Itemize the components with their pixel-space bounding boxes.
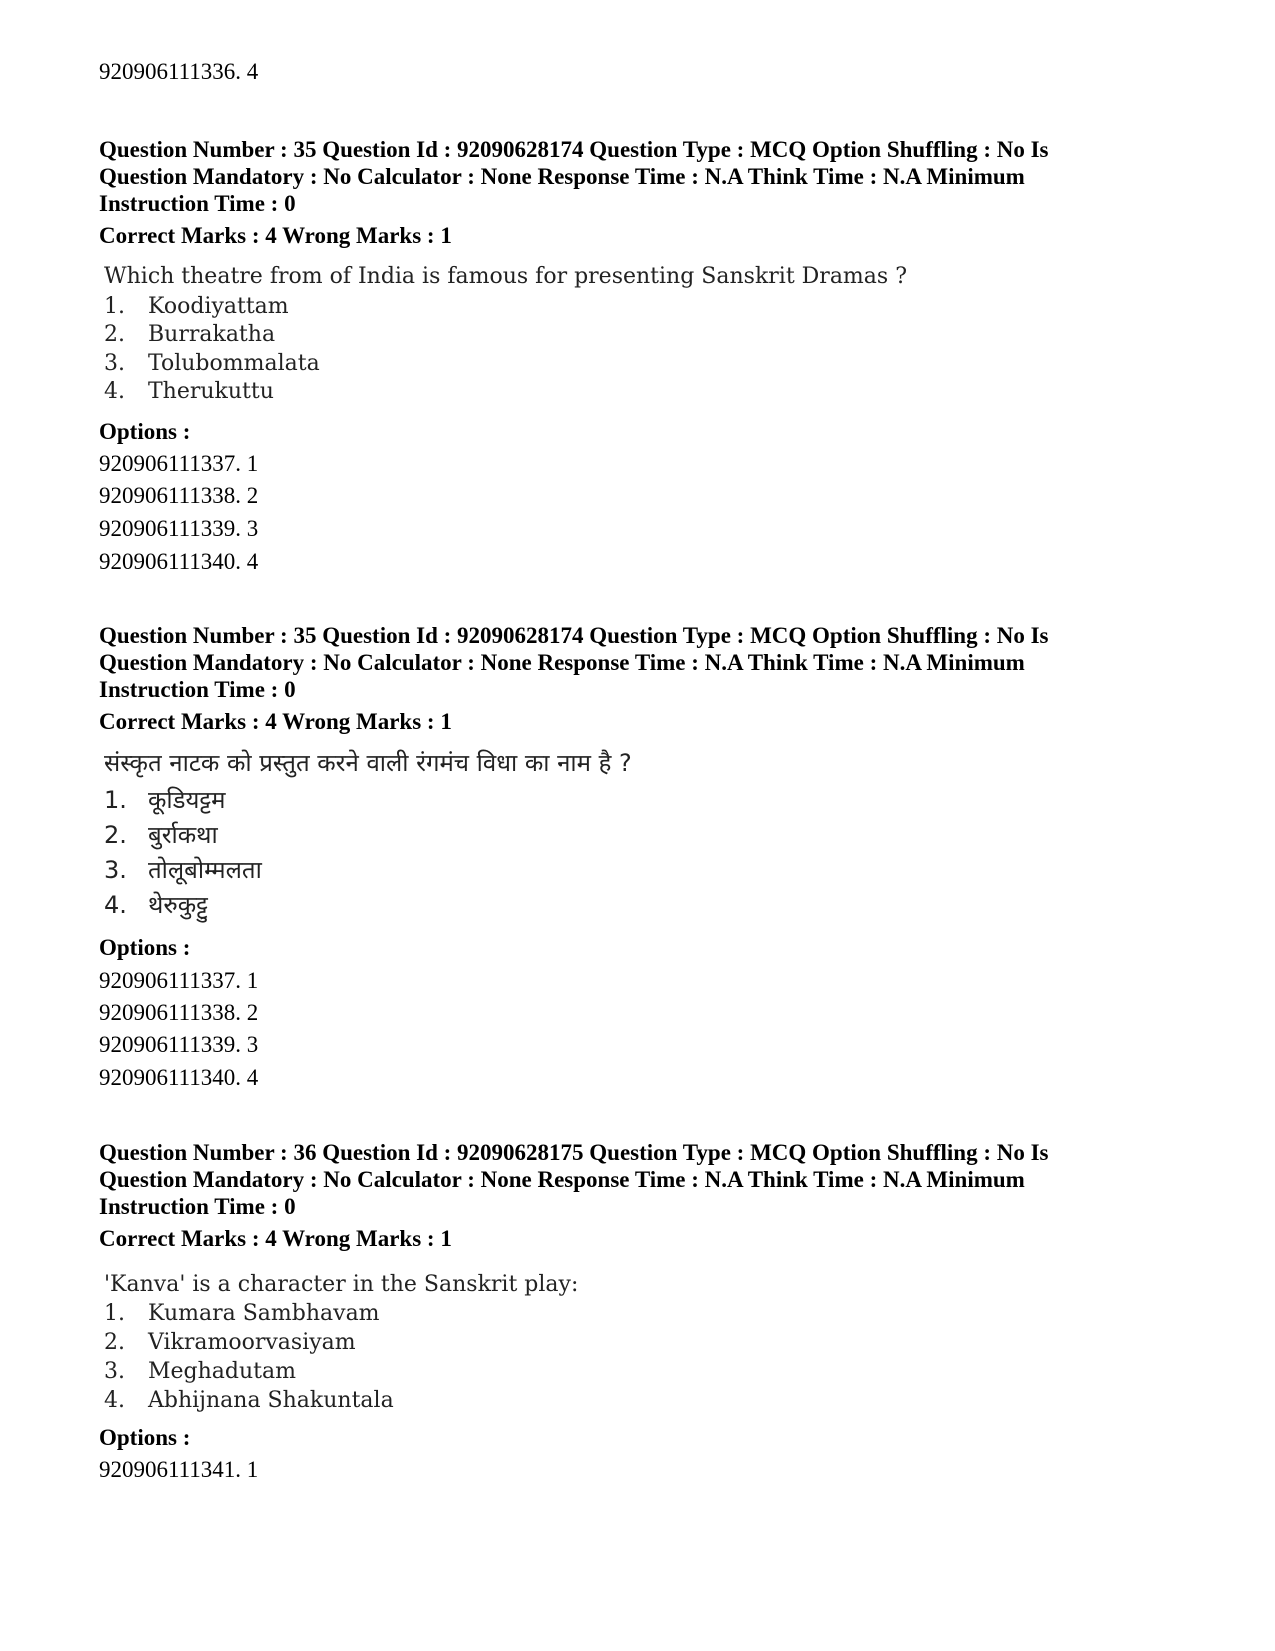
option-line: 920906111339. 3 [99, 1032, 259, 1057]
option-line: 920906111338. 2 [99, 483, 259, 508]
question-header-line: Question Number : 36 Question Id : 92090628175 Question Type : MCQ Option Shuffling : No Is [99, 1140, 1049, 1165]
option-line: 920906111340. 4 [99, 1065, 259, 1090]
choice-item [104, 351, 320, 376]
choice-item [104, 783, 226, 816]
choice-text: कूडियट्टम [148, 786, 226, 814]
choice-number: 2. [104, 1330, 125, 1355]
marks-line: Correct Marks : 4 Wrong Marks : 1 [99, 709, 452, 734]
choice-number: 3. [104, 856, 127, 884]
choice-number: 2. [104, 821, 127, 849]
choice-number: 3. [104, 1359, 125, 1384]
choice-number: 4. [104, 379, 125, 404]
option-line: 920906111336. 4 [99, 59, 259, 84]
marks-line: Correct Marks : 4 Wrong Marks : 1 [99, 223, 452, 248]
choice-item [104, 888, 208, 921]
marks-line: Correct Marks : 4 Wrong Marks : 1 [99, 1226, 452, 1251]
question-header-line: Question Number : 35 Question Id : 92090628174 Question Type : MCQ Option Shuffling : No Is [99, 623, 1049, 648]
choice-item [104, 818, 218, 851]
question-header-line: Question Mandatory : No Calculator : None Response Time : N.A Think Time : N.A Minimum [99, 650, 1025, 675]
question-header-line: Instruction Time : 0 [99, 191, 296, 216]
option-line: 920906111340. 4 [99, 549, 259, 574]
question-header-line: Instruction Time : 0 [99, 677, 296, 702]
choice-text: तोलूबोम्मलता [148, 856, 262, 884]
choice-text: Therukuttu [148, 379, 274, 404]
choice-number: 1. [104, 786, 127, 814]
choice-number: 3. [104, 351, 125, 376]
question-header-line: Question Mandatory : No Calculator : None Response Time : N.A Think Time : N.A Minimum [99, 1167, 1025, 1192]
question-text: Which theatre from of India is famous for presenting Sanskrit Dramas ? [104, 264, 907, 289]
question-header-line: Question Mandatory : No Calculator : None Response Time : N.A Think Time : N.A Minimum [99, 164, 1025, 189]
choice-text: थेरुकुट्टु [148, 891, 208, 919]
choice-text: बुर्राकथा [148, 821, 218, 849]
choice-number: 1. [104, 1301, 125, 1326]
choice-text: Burrakatha [148, 322, 276, 347]
choice-text: Meghadutam [148, 1359, 296, 1384]
options-label: Options : [99, 935, 191, 960]
option-line: 920906111337. 1 [99, 451, 259, 476]
question-header-line: Instruction Time : 0 [99, 1194, 296, 1219]
choice-text: Kumara Sambhavam [148, 1301, 380, 1326]
choice-number: 4. [104, 891, 127, 919]
options-label: Options : [99, 1425, 191, 1450]
option-line: 920906111338. 2 [99, 1000, 259, 1025]
options-label: Options : [99, 419, 191, 444]
choice-item [104, 853, 262, 886]
choice-number: 4. [104, 1388, 125, 1413]
question-header-line: Question Number : 35 Question Id : 92090628174 Question Type : MCQ Option Shuffling : No Is [99, 137, 1049, 162]
choice-item [104, 294, 289, 319]
choice-item [104, 1388, 394, 1413]
choice-number: 1. [104, 294, 125, 319]
option-line: 920906111341. 1 [99, 1457, 259, 1482]
option-line: 920906111339. 3 [99, 516, 259, 541]
question-text: 'Kanva' is a character in the Sanskrit play: [104, 1272, 579, 1297]
question-text: संस्कृत नाटक को प्रस्तुत करने वाली रंगमंच विधा का नाम है ? [104, 749, 632, 777]
choice-item [104, 1330, 356, 1355]
option-line: 920906111337. 1 [99, 968, 259, 993]
choice-text: Koodiyattam [148, 294, 289, 319]
choice-item [104, 379, 274, 404]
choice-item [104, 322, 275, 347]
choice-number: 2. [104, 322, 125, 347]
choice-item [104, 1301, 380, 1326]
choice-text: Tolubommalata [148, 351, 320, 376]
choice-item [104, 1359, 296, 1384]
choice-text: Abhijnana Shakuntala [148, 1388, 394, 1413]
choice-text: Vikramoorvasiyam [148, 1330, 356, 1355]
